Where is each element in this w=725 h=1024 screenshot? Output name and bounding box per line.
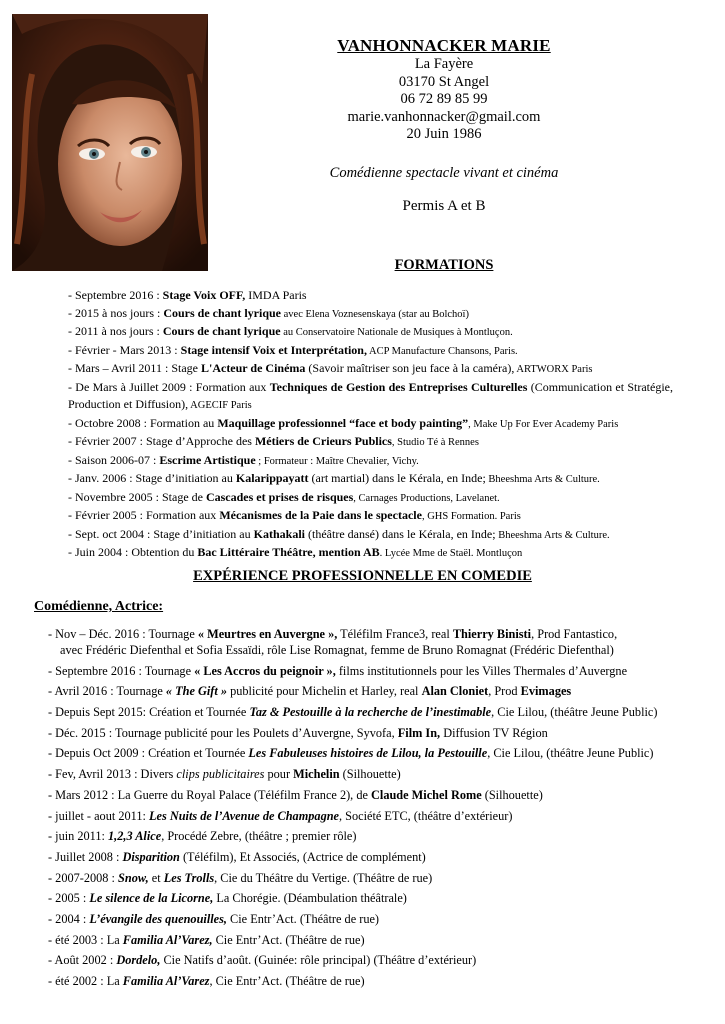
experience-item: - été 2002 : La Familia Al’Varez, Cie Entr’Act. (Théâtre de rue) bbox=[48, 974, 365, 988]
formation-item: - Février 2007 : Stage d’Approche des Métiers de Crieurs Publics, Studio Té à Rennes bbox=[68, 434, 479, 448]
experience-item: - Septembre 2016 : Tournage « Les Accros du peignoir », films institutionnels pour les Villes Thermales d’Auvergne bbox=[48, 663, 628, 678]
formation-item: - Janv. 2006 : Stage d’initiation au Kalarippayatt (art martial) dans le Kérala, en Inde; Bheeshma Arts & Culture. bbox=[68, 471, 600, 485]
experience-item: - Mars 2012 : La Guerre du Royal Palace (Téléfilm France 2), de Claude Michel Rome (Silhouette) bbox=[48, 787, 543, 802]
profession-title: Comédienne spectacle vivant et cinéma bbox=[329, 164, 559, 181]
experience-item: - Fev, Avril 2013 : Divers clips publicitaires pour Michelin (Silhouette) bbox=[48, 767, 401, 782]
contact-header bbox=[215, 36, 673, 215]
email-address: marie.vanhonnacker@gmail.com bbox=[347, 108, 541, 125]
experience-item: - Avril 2016 : Tournage « The Gift » publicité pour Michelin et Harley, real Alan Cloniet, Prod Evimages bbox=[48, 684, 572, 699]
formation-item: - Octobre 2008 : Formation au Maquillage professionnel “face et body painting”, Make Up For Ever Academy Paris bbox=[68, 415, 619, 430]
formation-item: - Mars – Avril 2011 : Stage L'Acteur de Cinéma (Savoir maîtriser son jeu face à la caméra), ARTWORX Paris bbox=[68, 361, 593, 375]
portrait-photo bbox=[12, 14, 208, 271]
role-subheading: Comédienne, Actrice: bbox=[34, 599, 164, 614]
formation-item: - Novembre 2005 : Stage de Cascades et prises de risques, Carnages Productions, Lavelanet. bbox=[68, 489, 500, 504]
experience-item: - 2004 : L’évangile des quenouilles, Cie Entr’Act. (Théâtre de rue) bbox=[48, 911, 380, 926]
experience-item: - Depuis Oct 2009 : Création et Tournée Les Fabuleuses histoires de Lilou, la Pestouille, Cie Lilou, (théâtre Jeune Public) bbox=[48, 746, 654, 761]
experience-heading: EXPÉRIENCE PROFESSIONNELLE EN COMEDIE bbox=[193, 568, 532, 584]
experience-item: - Août 2002 : Dordelo, Cie Natifs d’août. (Guinée: rôle principal) (Théâtre d’extérieur) bbox=[48, 953, 477, 968]
driving-license: Permis A et B bbox=[402, 197, 486, 214]
address-line-2: 03170 St Angel bbox=[398, 73, 490, 90]
formation-item: - Sept. oct 2004 : Stage d’initiation au Kathakali (théâtre dansé) dans le Kérala, en Inde; Bheeshma Arts & Culture. bbox=[68, 526, 610, 541]
formation-item: - Saison 2006-07 : Escrime Artistique ; Formateur : Maître Chevalier, Vichy. bbox=[68, 452, 419, 467]
address-line-1: La Fayère bbox=[414, 56, 474, 72]
experience-item: - juin 2011: 1,2,3 Alice, Procédé Zebre, (théâtre ; premier rôle) bbox=[48, 829, 357, 844]
portrait-illustration bbox=[12, 14, 208, 271]
experience-item: - juillet - aout 2011: Les Nuits de l’Avenue de Champagne, Société ETC, (théâtre d’extérieur) bbox=[48, 808, 513, 823]
experience-item: - été 2003 : La Familia Al’Varez, Cie Entr’Act. (Théâtre de rue) bbox=[48, 932, 365, 947]
experience-item-continuation: avec Frédéric Diefenthal et Sofia Essaïdi, rôle Lise Romagnat, femme de Bruno Romagnat (Frédéric Diefenthal) bbox=[60, 643, 614, 657]
formation-item: - 2011 à nos jours : Cours de chant lyrique au Conservatoire Nationale de Musiques à Montluçon. bbox=[68, 324, 513, 338]
phone-number: 06 72 89 85 99 bbox=[400, 91, 488, 107]
formations-heading: FORMATIONS bbox=[394, 257, 494, 273]
formation-item: - Juin 2004 : Obtention du Bac Littéraire Théâtre, mention AB. Lycée Mme de Staël. Montluçon bbox=[68, 545, 523, 559]
formation-item: - Septembre 2016 : Stage Voix OFF, IMDA Paris bbox=[68, 288, 307, 302]
experience-list bbox=[48, 626, 688, 989]
formation-item: - De Mars à Juillet 2009 : Formation aux Techniques de Gestion des Entreprises Culturelles (Communication et Stratégie, Production et Diffusion), AGECIF Paris bbox=[68, 379, 673, 411]
experience-item: - Déc. 2015 : Tournage publicité pour les Poulets d’Auvergne, Syvofa, Film In, Diffusion TV Région bbox=[48, 725, 548, 740]
experience-item: - 2005 : Le silence de la Licorne, La Chorégie. (Déambulation théâtrale) bbox=[48, 891, 407, 906]
experience-item: - 2007-2008 : Snow, et Les Trolls, Cie du Théâtre du Vertige. (Théâtre de rue) bbox=[48, 870, 433, 885]
formations-list bbox=[68, 287, 673, 563]
formation-item: - Février 2005 : Formation aux Mécanismes de la Paie dans le spectacle, GHS Formation. Paris bbox=[68, 508, 521, 522]
experience-item: - Nov – Déc. 2016 : Tournage « Meurtres en Auvergne », Téléfilm France3, real Thierry Binisti, Prod Fantastico, bbox=[48, 627, 618, 641]
experience-item: - Juillet 2008 : Disparition (Téléfilm), Et Associés, (Actrice de complément) bbox=[48, 849, 426, 864]
birth-date: 20 Juin 1986 bbox=[406, 126, 482, 142]
experience-item: - Depuis Sept 2015: Création et Tournée Taz & Pestouille à la recherche de l’inestimable, Cie Lilou, (théâtre Jeune Public) bbox=[48, 705, 658, 720]
formation-item: - 2015 à nos jours : Cours de chant lyrique avec Elena Voznesenskaya (star au Bolchoï) bbox=[68, 305, 469, 320]
formation-item: - Février - Mars 2013 : Stage intensif Voix et Interprétation, ACP Manufacture Chansons, Paris. bbox=[68, 342, 518, 357]
full-name: VANHONNACKER MARIE bbox=[337, 36, 551, 55]
